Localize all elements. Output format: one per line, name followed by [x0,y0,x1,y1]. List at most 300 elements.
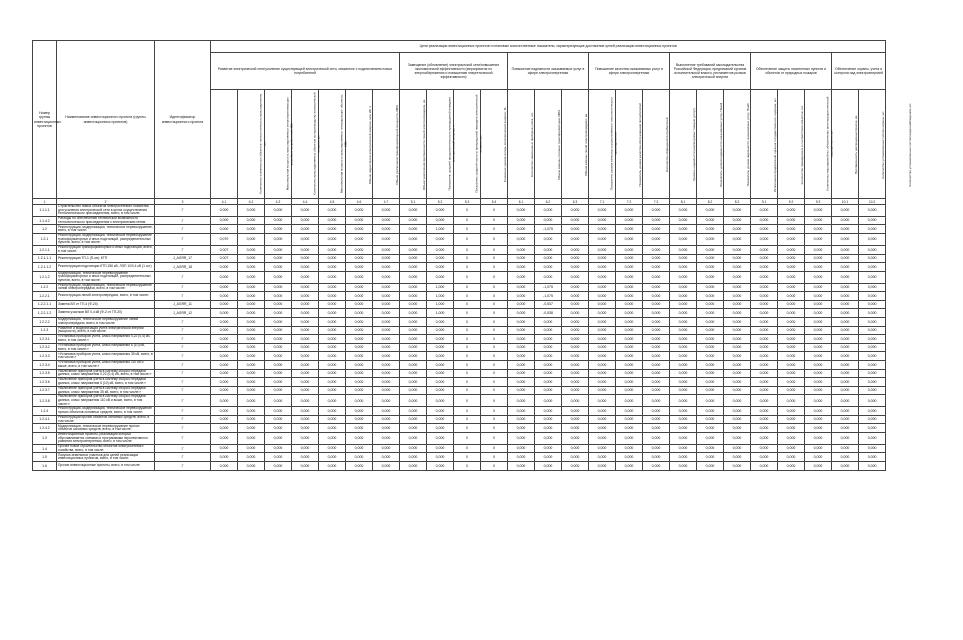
value-cell: 0,000 [670,216,697,225]
value-cell: 0,000 [319,352,346,361]
value-cell: 0,000 [751,386,778,395]
value-cell: 0,000 [535,343,562,352]
value-cell: 0,000 [616,462,643,471]
value-cell: 0,000 [373,352,400,361]
value-cell: 0,000 [778,326,805,335]
value-cell: 0,000 [670,225,697,234]
value-cell: 0,000 [238,317,265,326]
value-cell: 0,000 [508,407,535,416]
value-cell: 0,000 [805,395,832,407]
value-cell: 0,000 [805,335,832,344]
value-cell: 0,000 [508,300,535,309]
value-cell: 0,000 [859,378,886,387]
value-cell: 0,000 [238,326,265,335]
value-cell: 0,000 [292,205,319,217]
value-cell: 0,000 [832,245,859,254]
value-cell: 0,000 [319,216,346,225]
value-cell: 0,000 [751,317,778,326]
value-cell: 0,000 [589,360,616,369]
value-cell: 0,000 [751,343,778,352]
row-number: 1.2.2.2 [33,317,57,326]
value-cell: 0,000 [508,343,535,352]
value-cell: 0,000 [535,245,562,254]
value-cell: 0,000 [751,432,778,444]
value-cell: 0,000 [292,407,319,416]
value-cell: 0,000 [670,254,697,263]
value-cell: 0,000 [238,335,265,344]
value-cell: 0,000 [670,369,697,378]
value-cell: 0,000 [643,407,670,416]
table-row [33,234,886,246]
row-number: 1.3 [33,432,57,444]
value-cell: 0,000 [697,432,724,444]
value-cell: 0,000 [724,352,751,361]
row-number: 1.5 [33,453,57,462]
value-cell: 0,000 [346,432,373,444]
value-cell: 0,000 [859,424,886,433]
value-cell: 0,000 [265,424,292,433]
value-cell: 0,000 [643,271,670,283]
value-cell: 0,000 [265,453,292,462]
value-cell: 0,000 [292,216,319,225]
row-number: 1.2.1 [33,234,57,246]
value-cell: 0,000 [427,234,454,246]
value-cell: 0,000 [805,263,832,272]
value-cell: 0,000 [535,205,562,217]
value-cell: 0,000 [211,292,238,301]
value-cell: 0,000 [292,309,319,318]
value-cell: 0,000 [697,300,724,309]
value-cell: 0,007 [211,254,238,263]
row-identifier: J_AGRR_17 [155,254,211,263]
value-cell: 0,000 [319,205,346,217]
value-cell: 0 [454,216,481,225]
row-name: Реконструкция ТП-1 (П-ов), КТП [57,254,155,263]
value-cell: 0,000 [238,343,265,352]
value-cell: 0,000 [373,225,400,234]
value-cell: 0,000 [724,326,751,335]
table-row [33,415,886,424]
row-name: Инвестиционные проекты, реализация которых обуславливается схемами и программами перспективного развития электроэнергетики, всего, в том числе: [57,432,155,444]
value-cell: 0,000 [751,444,778,453]
value-cell: 0,000 [589,424,616,433]
value-cell: -0,537 [535,300,562,309]
value-cell: 0,000 [400,378,427,387]
value-cell: 0,000 [778,216,805,225]
value-cell: 0,000 [535,453,562,462]
row-name: «Включение приборов учета в систему сбора и передачи данных, класс напряжения 110 кВ и выше, всего, в том числе:» [57,395,155,407]
value-cell: 0,000 [400,292,427,301]
value-cell: 0,000 [211,432,238,444]
value-cell: 0,000 [427,432,454,444]
value-cell: 0,000 [265,245,292,254]
value-cell: 0,000 [265,292,292,301]
column-number: 4.7 [373,199,400,205]
value-cell: 0,000 [373,462,400,471]
value-cell: 0,000 [508,378,535,387]
value-cell: 0,000 [238,225,265,234]
value-cell: 0,000 [859,407,886,416]
value-cell: 0,000 [616,216,643,225]
subcol-header-label: Количество замененных приборов учета, шт. [530,112,535,177]
value-cell: 0,000 [562,292,589,301]
value-cell: 0,000 [697,283,724,292]
value-cell: 0,000 [616,395,643,407]
value-cell: 0,000 [832,395,859,407]
value-cell: 0,000 [400,352,427,361]
value-cell: 0,000 [400,360,427,369]
value-cell: 0,000 [508,432,535,444]
subcol-header-label: Показатель уровня качества осуществляемого технологического присоединения [609,97,617,191]
row-identifier: Г [155,234,211,246]
value-cell: 0,000 [670,386,697,395]
value-cell: 0 [481,424,508,433]
value-cell: 0,000 [616,245,643,254]
value-cell: 0,000 [265,317,292,326]
table-row [33,283,886,292]
value-cell: 0,000 [643,317,670,326]
value-cell: 0,000 [373,407,400,416]
group-header: Замещение (обновление) электрической сети/повышение экономической эффективности (мероприятия по энергосбережению и повышению энергетической эффективности) [400,53,508,90]
value-cell: 0,000 [508,444,535,453]
value-cell: 0,000 [346,309,373,318]
value-cell: 0,000 [535,378,562,387]
value-cell: 0,000 [832,326,859,335]
value-cell: 0,000 [778,234,805,246]
row-number: 1.2.3.7 [33,386,57,395]
value-cell: 0,000 [778,378,805,387]
value-cell: 0,000 [805,407,832,416]
value-cell: 0,000 [292,360,319,369]
value-cell: 0 [481,407,508,416]
row-identifier: Г [155,245,211,254]
value-cell: 0,000 [211,462,238,471]
value-cell: 0,000 [373,245,400,254]
value-cell: 0,000 [508,462,535,471]
value-cell: 0,000 [265,369,292,378]
value-cell: 0,000 [400,462,427,471]
row-number: 1.2.3.1 [33,335,57,344]
row-identifier: Г [155,453,211,462]
column-number: 6.1 [508,199,535,205]
value-cell: 0,000 [616,453,643,462]
value-cell: 0,000 [535,407,562,416]
value-cell: 0,000 [562,216,589,225]
subcol-header-label: Объем недоотпуска электрической энергии, млн кВт·ч [368,105,373,184]
row-number: 1.2.1.1 [33,245,57,254]
value-cell: 0,000 [805,415,832,424]
row-identifier: Г [155,317,211,326]
value-cell: 0,000 [265,407,292,416]
value-cell: 0,000 [859,225,886,234]
value-cell: 0,000 [751,234,778,246]
value-cell: 0,000 [859,386,886,395]
value-cell: 0 [454,395,481,407]
value-cell: 1,000 [427,283,454,292]
value-cell: 0,000 [670,378,697,387]
value-cell: 0,000 [238,444,265,453]
value-cell: 0,000 [373,369,400,378]
value-cell: 0,000 [589,225,616,234]
value-cell: 0,000 [211,271,238,283]
value-cell: 0,000 [427,271,454,283]
value-cell: 0,000 [346,395,373,407]
value-cell: 0 [454,335,481,344]
value-cell: 0,000 [346,386,373,395]
column-number: 4.4 [292,199,319,205]
value-cell: 0,000 [778,225,805,234]
value-cell: 0,000 [400,216,427,225]
value-cell: 0,000 [724,462,751,471]
value-cell: 0,000 [319,369,346,378]
value-cell: 0,000 [292,254,319,263]
row-number: 1.2.2.1.2 [33,309,57,318]
value-cell: 0 [454,254,481,263]
value-cell: 0,000 [535,254,562,263]
value-cell: 0,000 [427,254,454,263]
value-cell: 0,000 [238,245,265,254]
value-cell: 0,000 [724,369,751,378]
value-cell: 0,000 [859,283,886,292]
value-cell: 0,000 [832,432,859,444]
value-cell: 0,000 [400,309,427,318]
value-cell: 0,000 [805,424,832,433]
value-cell: 0,000 [211,317,238,326]
subcol-header-label: Количество приведенных в соответствие объектов, шт. [800,104,805,185]
value-cell: 0,000 [238,254,265,263]
value-cell: 0,000 [805,360,832,369]
value-cell: 0,000 [643,424,670,433]
value-cell: 0 [481,205,508,217]
value-cell: 0,000 [211,343,238,352]
value-cell: 0,000 [724,424,751,433]
row-name: «Установка приборов учета, класс напряжения 0,22 (0,4) кВ, всего, в том числе:» [57,335,155,344]
row-number: 1.2.3 [33,326,57,335]
targets-table [32,40,913,471]
value-cell: 0,000 [589,216,616,225]
row-number: 1.1.4.2 [33,216,57,225]
value-cell: 0,000 [346,263,373,272]
value-cell: 0,000 [211,326,238,335]
value-cell: 0,000 [265,462,292,471]
table-row [33,369,886,378]
value-cell: 0,000 [346,444,373,453]
value-cell: 0,000 [427,245,454,254]
value-cell: 0,000 [697,386,724,395]
value-cell: 0,000 [373,415,400,424]
value-cell: 0,000 [859,335,886,344]
value-cell: 0,000 [508,309,535,318]
value-cell: 0,000 [751,216,778,225]
row-name: Реконструкция линий электропередачи, всего, в том числе: [57,292,155,301]
value-cell: 0,000 [427,317,454,326]
value-cell: 0,000 [265,254,292,263]
value-cell: 0,000 [805,317,832,326]
value-cell: 0,000 [346,300,373,309]
value-cell: 0,000 [238,283,265,292]
value-cell: 0 [454,378,481,387]
value-cell: 0,000 [292,378,319,387]
value-cell: 0,000 [697,309,724,318]
value-cell: 0,000 [697,205,724,217]
value-cell: 0,000 [724,245,751,254]
value-cell: 0,000 [589,343,616,352]
value-cell: 0,000 [535,271,562,283]
value-cell: 0,000 [589,335,616,344]
row-number: 1.2.2.1.1 [33,300,57,309]
value-cell: 0,000 [751,254,778,263]
value-cell: 0,000 [292,424,319,433]
value-cell: 0,000 [346,271,373,283]
value-cell: 0,000 [778,283,805,292]
value-cell: -0,538 [535,309,562,318]
value-cell: 0,000 [346,205,373,217]
value-cell: 0,000 [562,453,589,462]
value-cell: 0 [481,395,508,407]
row-name: «Установка приборов учета, класс напряжения 110 кВ и выше, всего, в том числе:» [57,360,155,369]
value-cell: 0,000 [292,386,319,395]
value-cell: 0,000 [292,343,319,352]
value-cell: 0,000 [535,360,562,369]
value-cell: 0,000 [778,415,805,424]
column-number: 5.3 [454,199,481,205]
column-number: 4.5 [319,199,346,205]
value-cell: 0,000 [805,369,832,378]
value-cell: 0 [481,369,508,378]
row-name: Реконструкция, модернизация, техническое перевооружение линий электропередачи, всего, в том числе: [57,283,155,292]
value-cell: 0,000 [508,234,535,246]
value-cell: 0,000 [238,216,265,225]
value-cell: 0,000 [643,225,670,234]
value-cell: 0,000 [319,432,346,444]
value-cell: 0,000 [589,234,616,246]
value-cell: 0,000 [751,263,778,272]
value-cell: 0,000 [427,407,454,416]
value-cell: 0,000 [508,254,535,263]
value-cell: 0,000 [616,352,643,361]
value-cell: 0,000 [562,225,589,234]
value-cell: 0,000 [724,317,751,326]
value-cell: 0,000 [724,378,751,387]
value-cell: 0,000 [238,415,265,424]
value-cell: 0,000 [562,432,589,444]
row-identifier: Г [155,360,211,369]
value-cell: 0 [454,245,481,254]
column-number: 10.2 [859,199,886,205]
value-cell: 0,000 [400,317,427,326]
value-cell: 0,000 [346,283,373,292]
value-cell: 0,000 [400,234,427,246]
value-cell: 0 [481,453,508,462]
value-cell: 0 [454,283,481,292]
investment-program-table [32,40,913,471]
value-cell: 0,000 [616,309,643,318]
value-cell: 0,000 [211,424,238,433]
value-cell: 0,000 [778,432,805,444]
value-cell: 0,000 [589,309,616,318]
value-cell: 0,000 [238,271,265,283]
row-name: Реконструкция прочих объектов основных средств, всего, в том числе: [57,415,155,424]
value-cell: 0,000 [805,216,832,225]
value-cell: 0,000 [805,225,832,234]
value-cell: 0,000 [373,386,400,395]
value-cell: 0 [454,444,481,453]
value-cell: 0,000 [670,335,697,344]
value-cell: 0,000 [508,205,535,217]
value-cell: 0,000 [724,263,751,272]
row-identifier: Г [155,462,211,471]
subcol-header-label: Количество обращений потребителей [665,117,670,172]
value-cell: 0,000 [589,462,616,471]
value-cell: 0,000 [670,309,697,318]
value-cell: 0,000 [670,245,697,254]
row-number: 1.2.3.4 [33,360,57,369]
table-row [33,205,886,217]
value-cell: 0,000 [724,309,751,318]
value-cell: 0 [454,205,481,217]
value-cell: 0,000 [373,234,400,246]
row-identifier: Г [155,386,211,395]
value-cell: 0,000 [805,300,832,309]
value-cell: 0,000 [562,283,589,292]
value-cell: 0,000 [346,245,373,254]
value-cell: 0,000 [832,317,859,326]
value-cell: 0,000 [589,369,616,378]
value-cell: 0,000 [346,378,373,387]
value-cell: 0,000 [562,300,589,309]
value-cell: 0,000 [751,453,778,462]
table-row [33,386,886,395]
column-number: 6.2 [535,199,562,205]
row-number: 1.2.3.5 [33,369,57,378]
value-cell: 0,000 [265,432,292,444]
value-cell: 0,000 [319,343,346,352]
row-identifier: Г [155,271,211,283]
value-cell: 0 [454,343,481,352]
value-cell: 0,000 [535,444,562,453]
value-cell: 0,000 [589,271,616,283]
value-cell: 0,000 [859,369,886,378]
value-cell: 0,000 [346,326,373,335]
column-number: 7.2 [616,199,643,205]
value-cell: 0,000 [670,343,697,352]
value-cell: 0,000 [589,326,616,335]
value-cell: 0,000 [859,263,886,272]
value-cell: 0,000 [265,205,292,217]
value-cell: 0,000 [832,309,859,318]
value-cell: 0,000 [724,360,751,369]
value-cell: 0,000 [724,343,751,352]
value-cell: 0,000 [319,407,346,416]
value-cell: 0,000 [670,352,697,361]
value-cell: 0,000 [373,360,400,369]
value-cell: 0 [481,234,508,246]
value-cell: 0,000 [292,271,319,283]
value-cell: 0,000 [535,395,562,407]
value-cell: 0,000 [859,343,886,352]
value-cell: 0,000 [400,444,427,453]
row-name: «Включение приборов учета в систему сбора и передачи данных, класс напряжения 6 (10) кВ, всего, в том числе:» [57,378,155,387]
value-cell: 0 [481,462,508,471]
value-cell: 0,000 [859,462,886,471]
value-cell: 0,000 [319,245,346,254]
value-cell: 0,000 [373,292,400,301]
value-cell: 0,000 [643,335,670,344]
value-cell: 0,000 [832,386,859,395]
value-cell: 0,000 [292,225,319,234]
value-cell: 0,000 [589,432,616,444]
value-cell: 0,000 [346,352,373,361]
